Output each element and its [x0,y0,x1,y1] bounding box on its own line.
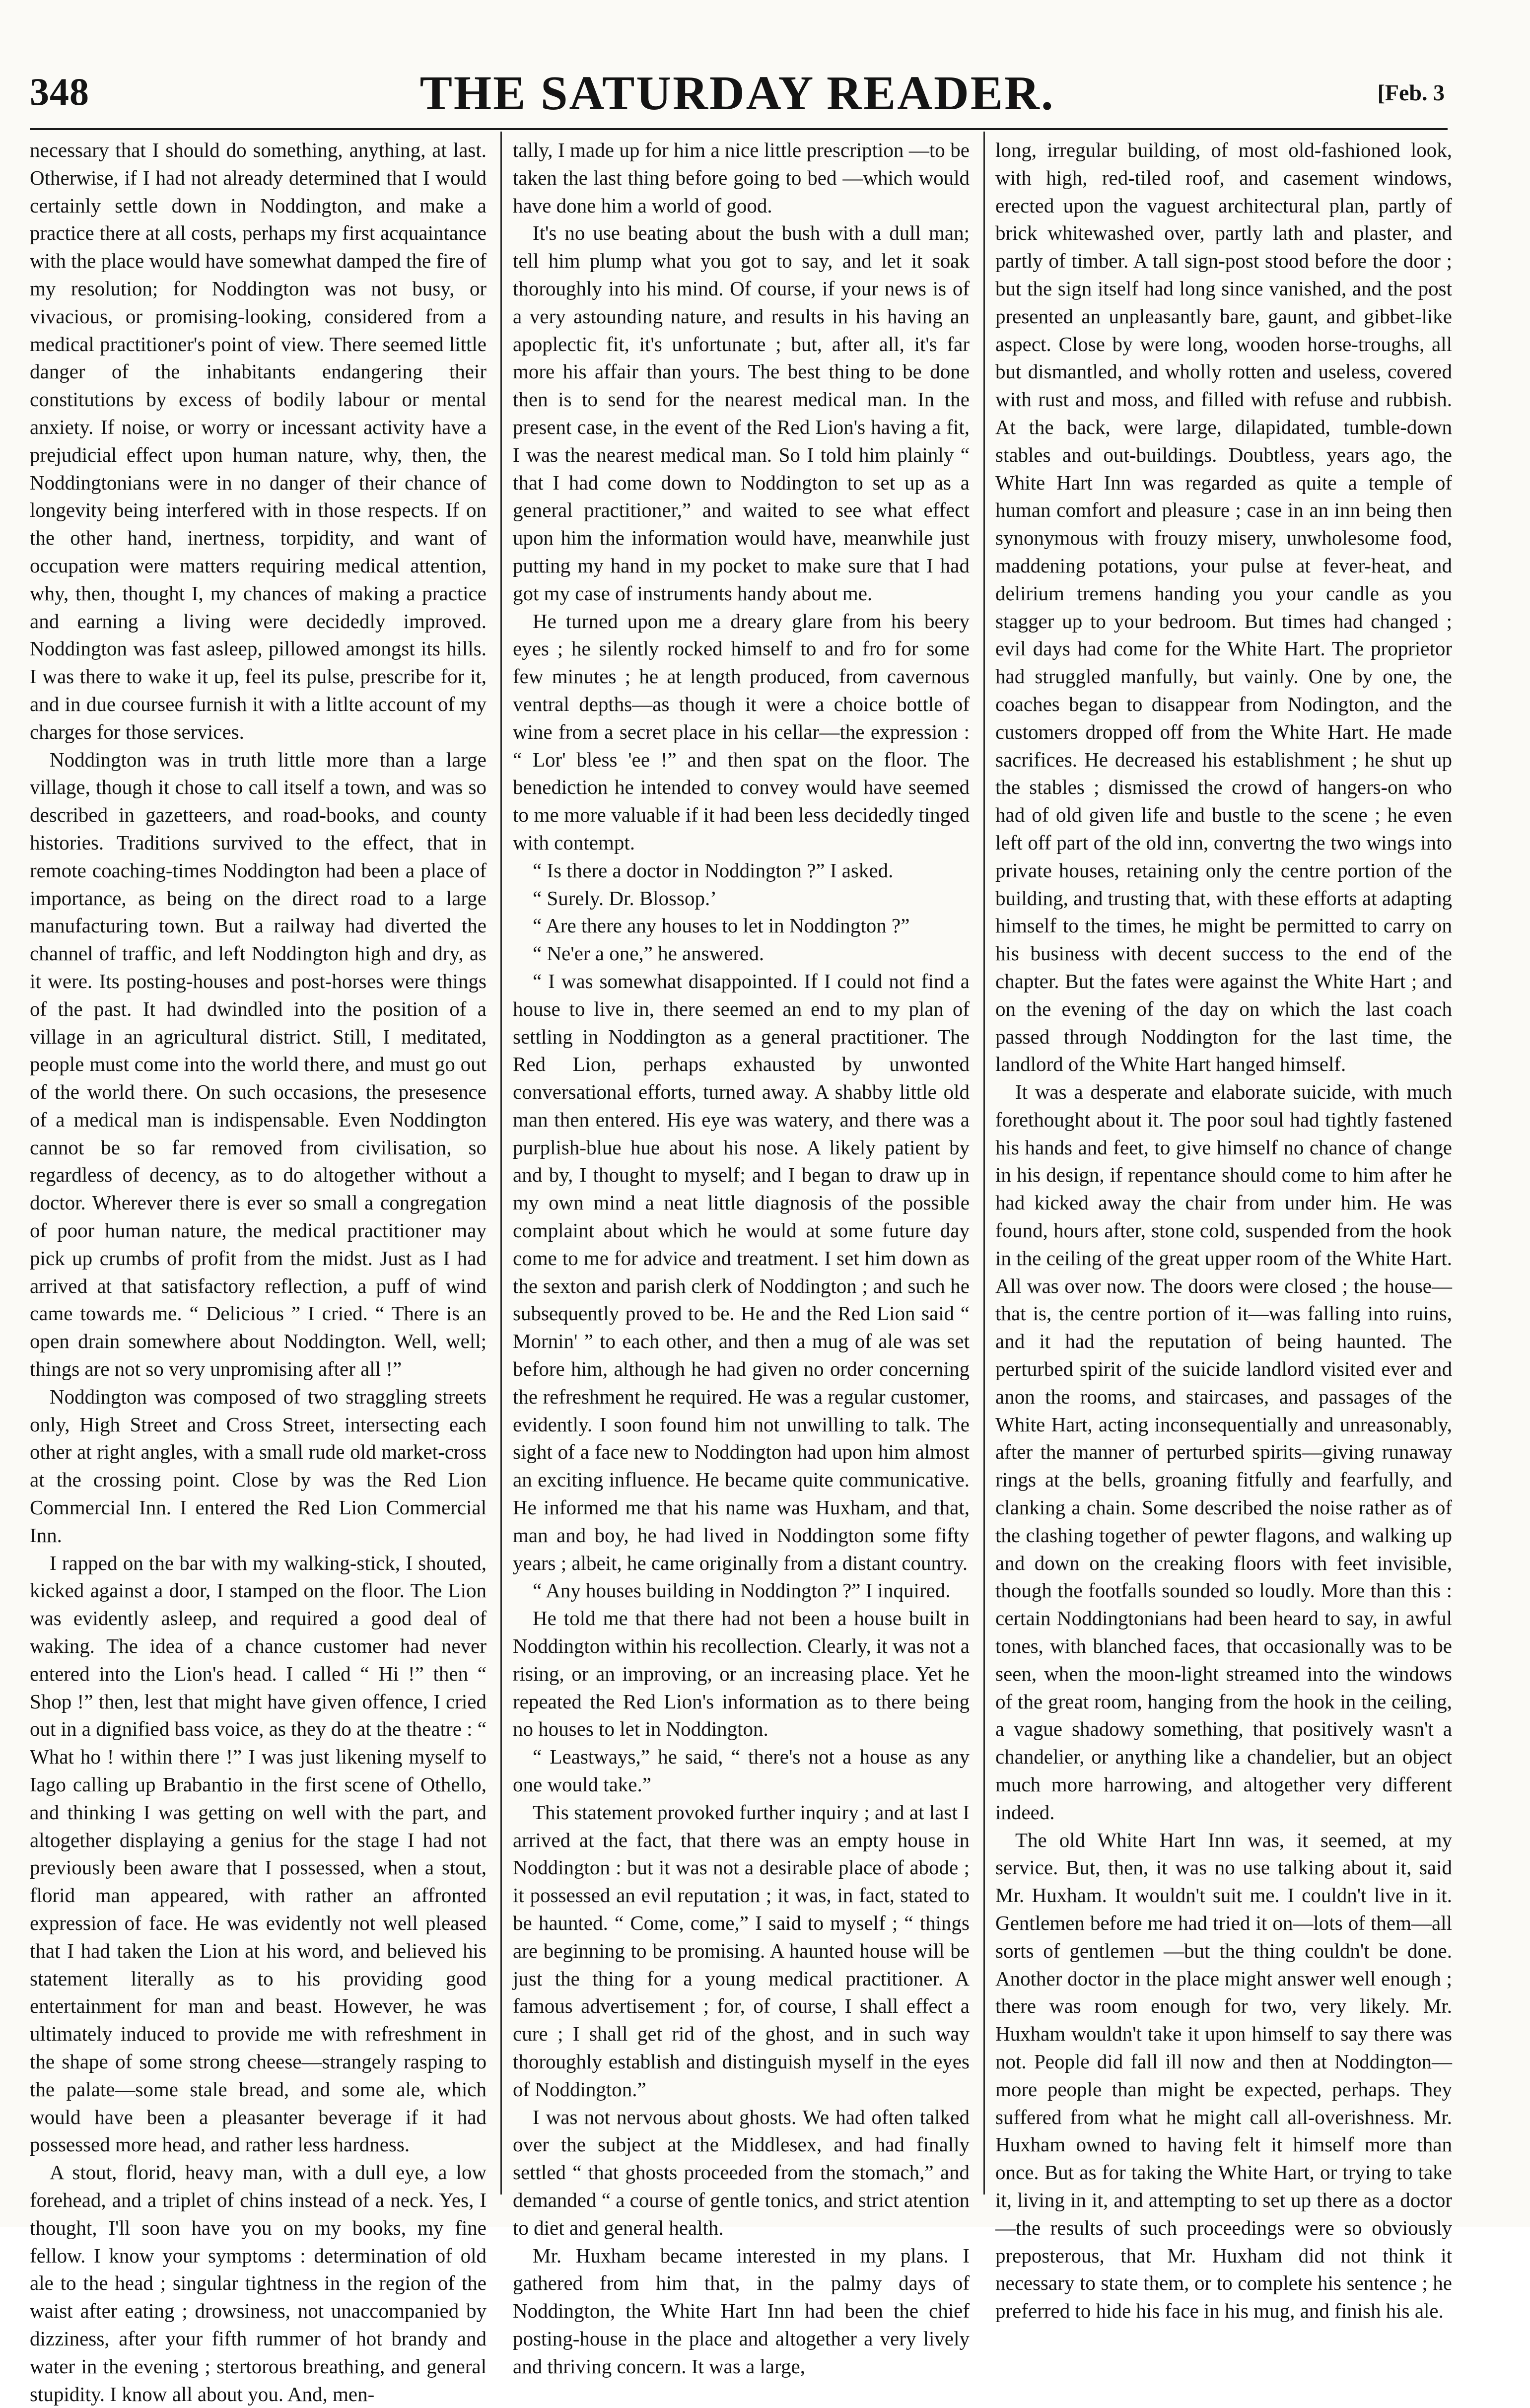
paragraph: “ I was somewhat disappointed. If I could not find a house to live in, there seemed an end to my plan of settling in Noddington as a general practitioner. The Red Lion, perhaps exhausted by unwonted conversational efforts, turned away. A shabby little old man then entered. His eye was watery, and there was a purplish-blue hue about his nose. A likely patient by and by, I thought to myself; and I began to draw up in my own mind a neat little diagnosis of the possible complaint about which he would at some future day come to me for advice and treatment. I set him down as the sexton and parish clerk of Noddington ; and such he subsequently proved to be. He and the Red Lion said “ Mornin' ” to each other, and then a mug of ale was set before him, although he had given no order concerning the refreshment he required. He was a regular customer, evidently. I soon found him not unwilling to talk. The sight of a face new to Noddington had upon him almost an exciting influence. He became quite communicative. He informed me that his name was Huxham, and that, man and boy, he had lived in Noddington some fifty years ; albeit, he came originally from a distant country. [513,969,970,1574]
column-rule [500,132,502,2195]
paragraph: Noddington was in truth little more than a large village, though it chose to call itself a town, and was so described in gazetteers, and road-books, and county histories. Traditions survived to the effect, that in remote coaching-times Noddington had been a place of importance, as being on the direct road to a large manufacturing town. But a railway had diverted the channel of traffic, and left Noddington high and dry, as it were. Its posting-houses and post-horses were things of the past. It had dwindled into the position of a village in an agricultural district. Still, I meditated, people must come into the world there, and must go out of the world there. On such occasions, the presesence of a medical man is indispensable. Even Noddington cannot be so far removed from civilisation, so regardless of decency, as to do altogether without a doctor. Wherever there is ever so small a congregation of poor human nature, the medical practitioner may pick up crumbs of profit from the midst. Just as I had arrived at that satisfactory reflection, a puff of wind came towards me. “ Delicious ” I cried. “ There is an open drain somewhere about Noddington. Well, well; things are not so very unpromising after all !” [30,748,487,1381]
text-column-1 [30,137,487,2406]
paragraph: It's no use beating about the bush with a dull man; tell him plump what you got to say, and let it soak thoroughly into his mind. Of course, if your news is of a very astounding nature, and results in his having an apoplectic fit, it's unfortunate ; but, after all, it's far more his affair than yours. The best thing to be done then is to send for the nearest medical man. In the present case, in the event of the Red Lion's having a fit, I was the nearest medical man. So I told him plainly “ that I had come down to Noddington to set up as a general practitioner,” and waited to see what effect upon him the information would have, meanwhile just putting my hand in my pocket to make sure that I had got my case of instruments handy about me. [513,221,970,605]
paragraph: “ Leastways,” he said, “ there's not a house as any one would take.” [513,1745,970,1796]
paragraph: I was not nervous about ghosts. We had often talked over the subject at the Middlesex, and had finally settled “ that ghosts proceeded from the stomach,” and demanded “ a course of gentle tonics, and strict atention to diet and general health. [513,2105,970,2239]
paragraph: He turned upon me a dreary glare from his beery eyes ; he silently rocked himself to and fro for some few minutes ; he at length produced, from cavernous ventral depths—as though it were a choice bottle of wine from a secret place in his cellar—the expression : “ Lor' bless 'ee !” and then spat on the floor. The benediction he intended to convey would have seemed to me more valuable if it had been less decidedly tinged with contempt. [513,609,970,854]
paragraph: “ Is there a doctor in Noddington ?” I asked. [533,858,894,882]
paragraph: A stout, florid, heavy man, with a dull eye, a low forehead, and a triplet of chins instead of a neck. Yes, I thought, I'll soon have you on my books, my fine fellow. I know your symptoms : determination of old ale to the head ; singular tightness in the region of the waist after eating ; drowsiness, not unaccompanied by dizziness, after your fifth rummer of hot brandy and water in the evening ; stertorous breathing, and general stupidity. I know all about you. And, men- [30,2161,487,2406]
publication-title: THE SATURDAY READER. [419,67,1055,120]
paragraph: Noddington was composed of two straggling streets only, High Street and Cross Street, intersecting each other at right angles, with a small rude old market-cross at the crossing point. Close by was the Red Lion Commercial Inn. I entered the Red Lion Commercial Inn. [30,1385,487,1547]
text-column-3 [995,137,1452,2323]
paragraph: tally, I made up for him a nice little prescription —to be taken the last thing before going to bed —which would have done him a world of good. [513,139,970,217]
paragraph: Mr. Huxham became interested in my plans. I gathered from him that, in the palmy days of Noddington, the White Hart Inn had been the chief posting-house in the place and altogether a very lively and thriving concern. It was a large, [513,2244,970,2378]
column-rule [983,132,985,2195]
paragraph: The old White Hart Inn was, it seemed, at my service. But, then, it was no use talking about it, said Mr. Huxham. It wouldn't suit me. I couldn't live in it. Gentlemen before me had tried it on—lots of them—all sorts of gentlemen —but the thing couldn't be done. Another doctor in the place might answer well enough ; there was room enough for two, very likely. Mr. Huxham wouldn't take it upon himself to say there was not. People did fall ill now and then at Noddington—more people than might be expected, perhaps. They suffered from what he might call all-overishness. Mr. Huxham owned to having felt it himself more than once. But as for taking the White Hart, or trying to take it, living in it, and attempting to set up there as a doctor—the results of such proceedings were so obviously preposterous, that Mr. Huxham did not think it necessary to state them, or to complete his sentence ; he preferred to hide his face in his mug, and finish his ale. [995,1828,1452,2323]
paragraph: “ Ne'er a one,” he answered. [533,942,765,965]
header-rule [30,128,1448,130]
paragraph: long, irregular building, of most old-fashioned look, with high, red-tiled roof, and casement windows, erected upon the vaguest architectural plan, partly of brick whitewashed over, partly lath and plaster, and partly of timber. A tall sign-post stood before the door ; but the sign itself had long since vanished, and the post presented an unpleasantly bare, gaunt, and gibbet-like aspect. Close by were long, wooden horse-troughs, all but dismantled, and wholly rotten and useless, covered with rust and moss, and filled with refuse and rubbish. At the back, were large, dilapidated, tumble-down stables and out-buildings. Doubtless, years ago, the White Hart Inn was regarded as quite a temple of human comfort and pleasure ; case in an inn being then synonymous with frouzy misery, unwholesome food, maddening potations, your pulse at fever-heat, and delirium tremens handing you your candle as you stagger up to your bedroom. But times had changed ; evil days had come for the White Hart. The proprietor had struggled manfully, but vainly. One by one, the coaches began to disappear from Nodington, and the customers dropped off from the White Hart. He made sacrifices. He decreased his establishment ; he shut up the stables ; dismissed the crowd of hangers-on who had of old given life and bustle to the scene ; he even left off part of the old inn, convertng the two wings into private houses, retaining only the centre portion of the building, and trusting that, with these efforts at adapting himself to the times, he might be permitted to carry on his business with decent success to the end of the chapter. But the fates were against the White Hart ; and on the evening of the day on which the last coach passed through Noddington for the last time, the landlord of the White Hart hanged himself. [995,139,1452,1076]
page-number: 348 [30,70,89,113]
paragraph: necessary that I should do something, anything, at last. Otherwise, if I had not already determined that I would certainly settle down in Noddington, and make a practice there at all costs, perhaps my first acquaintance with the place would have somewhat damped the fire of my resolution; for Noddington was not busy, or vivacious, or promising-looking, considered from a medical practitioner's point of view. There seemed little danger of the inhabitants endangering their constitutions by excess of bodily labour or mental anxiety. If noise, or worry or incessant activity have a prejudicial effect upon human nature, why, then, the Noddingtonians were in no danger of their chance of longevity being interfered with in those respects. If on the other hand, inertness, torpidity, and want of occupation were matters requiring medical attention, why, then, thought I, my chances of making a practice and earning a living were decidedly improved. Noddington was fast asleep, pillowed amongst its hills. I was there to wake it up, feel its pulse, prescribe for it, and in due coursee furnish it with a litlte account of my charges for those services. [30,139,487,743]
page-header [30,60,1445,134]
paragraph: It was a desperate and elaborate suicide, with much forethought about it. The poor soul had tightly fastened his hands and feet, to give himself no chance of change in his design, if repentance should come to him after he had kicked away the chair from under him. He was found, hours after, stone cold, suspended from the hook in the ceiling of the great upper room of the White Hart. All was over now. The doors were closed ; the house—that is, the centre portion of it—was falling into ruins, and it had the reputation of being haunted. The perturbed spirit of the suicide landlord visited ever and anon the rooms, and staircases, and passages of the White Hart, acting inconsequentially and unreasonably, after the manner of perturbed spirits—giving runaway rings at the bells, groaning fitfully and fearfully, and clanking a chain. Some described the noise rather as of the clashing together of pewter flagons, and walking up and down on the creaking floors with feet invisible, though the footfalls sounded so loudly. More than this : certain Noddingtonians had been heard to say, in awful tones, with blanched faces, that occasionally was to be seen, when the moon-light streamed into the windows of the great room, hanging from the hook in the ceiling, a vague shadowy something, that positively wasn't a chandelier, or anything like a chandelier, but an object much more harrowing, and altogether very different indeed. [995,1080,1452,1824]
text-column-2 [513,137,970,2378]
paragraph: This statement provoked further inquiry ; and at last I arrived at the fact, that there was an empty house in Noddington : but it was not a desirable place of abode ; it possessed an evil reputation ; it was, in fact, stated to be haunted. “ Come, come,” I said to myself ; “ things are beginning to be promising. A haunted house will be just the thing for a young medical practitioner. A famous advertisement ; for, of course, I shall effect a cure ; I shall get rid of the ghost, and in such way thoroughly establish and distinguish myself in the eyes of Noddington.” [513,1800,970,2101]
paragraph: “ Surely. Dr. Blossop.’ [533,886,717,910]
paragraph: I rapped on the bar with my walking-stick, I shouted, kicked against a door, I stamped on the floor. The Lion was evidently asleep, and required a good deal of waking. The idea of a chance customer had never entered into the Lion's head. I called “ Hi !” then “ Shop !” then, lest that might have given offence, I cried out in a dignified bass voice, as they do at the theatre : “ What ho ! within there !” I was just likening myself to Iago calling up Brabantio in the first scene of Othello, and thinking I was getting on well with the part, and altogether displaying a genius for the stage I had not previously been aware that I possessed, when a stout, florid man appeared, with rather an affronted expression of face. He was evidently not well pleased that I had taken the Lion at his word, and believed his statement literally as to his providing good entertainment for man and beast. However, he was ultimately induced to provide me with refreshment in the shape of some strong cheese—strangely rasping to the palate—some stale bread, and some ale, which would have been a pleasanter beverage if it had possessed more head, and rather less hardness. [30,1551,487,2156]
paragraph: “ Are there any houses to let in Noddington ?” [533,914,910,937]
issue-date: [Feb. 3 [1377,80,1445,105]
paragraph: “ Any houses building in Noddington ?” I inquired. [533,1579,951,1602]
paragraph: He told me that there had not been a house built in Noddington within his recollection. Clearly, it was not a rising, or an improving, or an increasing place. Yet he repeated the Red Lion's information as to there being no houses to let in Noddington. [513,1607,970,1741]
